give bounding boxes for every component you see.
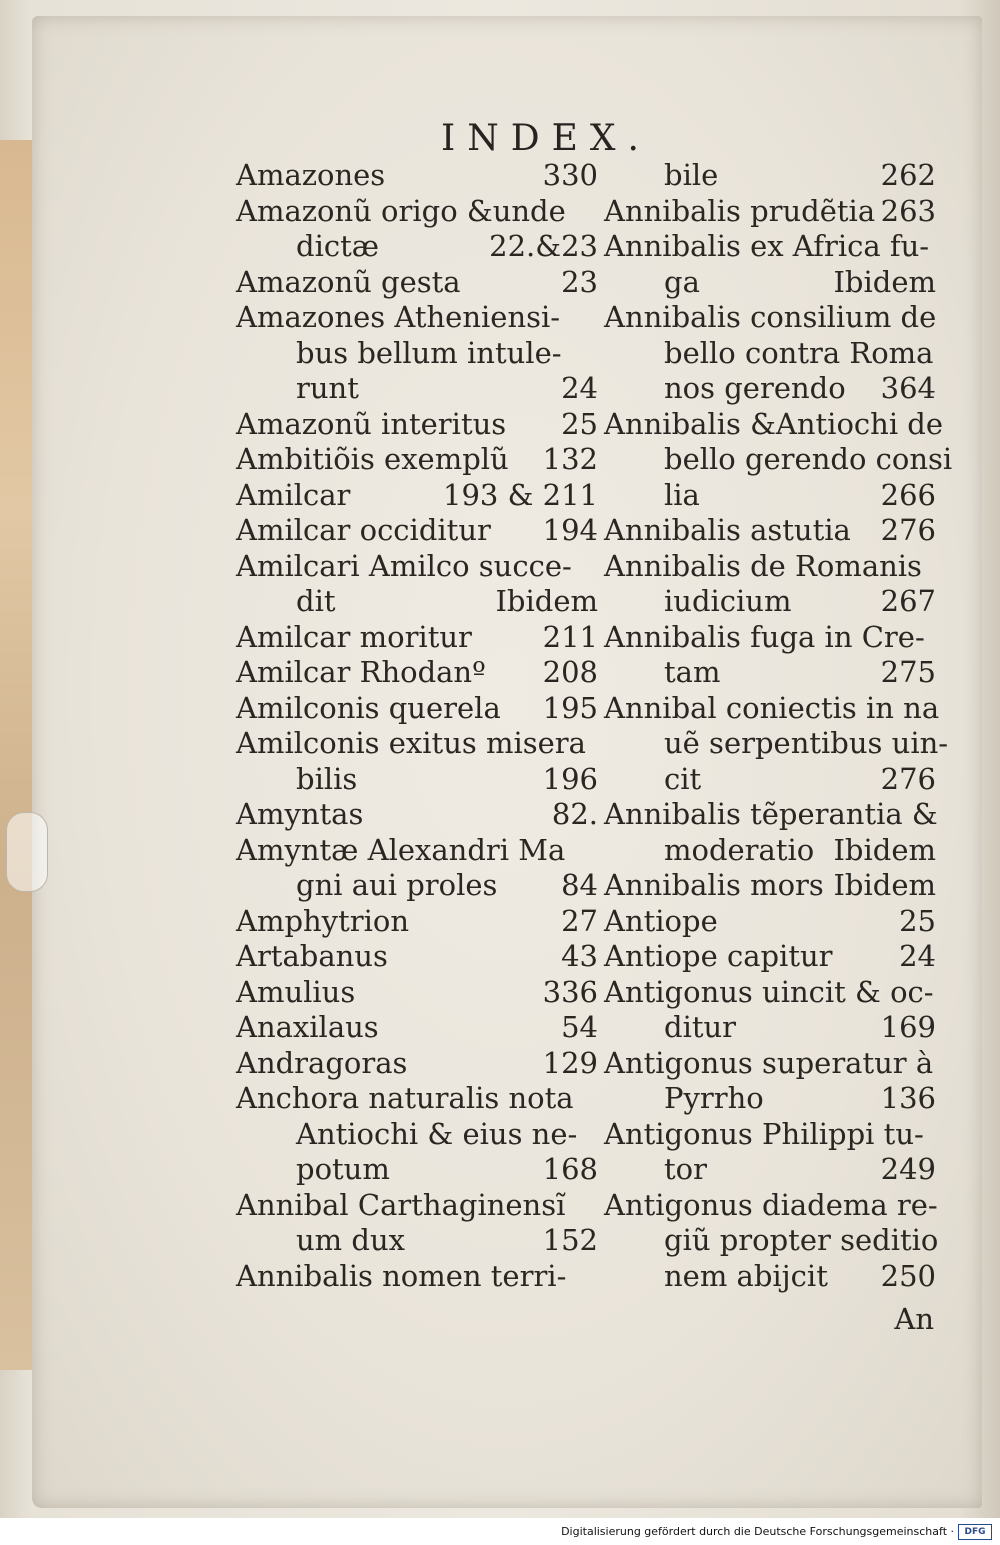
index-page-ref: 211	[542, 619, 598, 654]
index-term: Annibalis mors	[604, 868, 824, 902]
index-entry	[236, 868, 598, 904]
index-term: Annibal Carthaginensĩ	[236, 1187, 566, 1222]
index-term: Ambitiõis exemplũ	[236, 442, 509, 476]
index-page-ref: 208	[542, 655, 598, 689]
index-entry	[236, 336, 598, 372]
index-term: moderatio	[664, 832, 815, 867]
index-page-ref: 23	[561, 264, 598, 299]
index-term: Amilconis exitus misera	[236, 726, 586, 760]
index-entry	[236, 478, 598, 514]
index-page-ref: 194	[542, 513, 598, 547]
index-term: Anaxilaus	[236, 1010, 379, 1044]
index-term: um dux	[296, 1223, 405, 1257]
index-page-ref: 364	[880, 371, 936, 405]
index-entry	[236, 939, 598, 975]
index-entry	[604, 904, 936, 940]
index-entry	[604, 584, 936, 620]
index-term: ditur	[664, 1010, 737, 1044]
index-term: Pyrrho	[664, 1081, 764, 1115]
index-entry	[236, 1152, 598, 1188]
index-entry	[236, 762, 598, 798]
index-page-ref: 193 & 211	[443, 477, 598, 512]
index-term: tor	[664, 1152, 707, 1186]
index-entry	[236, 194, 598, 230]
index-entry	[236, 904, 598, 940]
index-page-ref: 24	[899, 939, 936, 973]
index-page-ref: 152	[542, 1223, 598, 1257]
index-entry	[604, 229, 936, 265]
index-term: Amilcari Amilco succe-	[236, 548, 572, 583]
index-entry	[604, 194, 936, 230]
index-term: Amilconis querela	[236, 690, 501, 725]
index-term: Annibalis de Romanis	[604, 548, 922, 583]
index-page-ref: 84	[561, 868, 598, 902]
index-term: Amazonũ gesta	[236, 264, 461, 299]
index-entry	[604, 406, 944, 443]
index-entry	[236, 975, 598, 1011]
index-term: bilis	[296, 761, 358, 796]
index-term: tam	[664, 655, 721, 689]
index-entry	[604, 336, 936, 372]
index-entry	[604, 1117, 936, 1153]
binding-strip	[0, 140, 34, 1370]
index-entry	[236, 655, 598, 691]
index-entry	[236, 797, 598, 833]
index-entry	[236, 1259, 598, 1295]
index-entry	[604, 1010, 936, 1046]
index-entry	[604, 371, 936, 407]
index-term: Amphytrion	[236, 903, 409, 938]
index-page-ref: 196	[542, 761, 598, 796]
index-entry	[604, 1046, 936, 1082]
index-term: uẽ serpentibus uin-	[664, 726, 949, 760]
index-entry	[236, 691, 598, 727]
index-entry	[236, 1010, 598, 1046]
index-page-ref: 195	[542, 690, 598, 725]
index-term: Annibalis consilium de	[604, 300, 937, 334]
index-page-ref: 129	[542, 1045, 598, 1080]
index-entry	[604, 690, 940, 727]
index-entry	[236, 1223, 598, 1259]
index-page-ref: Ibidem	[833, 264, 936, 299]
index-term: bile	[664, 158, 719, 192]
index-term: Amilcar Rhodanº	[236, 655, 486, 689]
index-entry	[604, 1081, 936, 1117]
index-entry	[604, 1188, 936, 1224]
index-entry	[236, 726, 598, 762]
index-term: nos gerendo	[664, 371, 846, 405]
index-term: Annibalis tẽperantia &	[604, 797, 938, 831]
index-term: Annibalis nomen terri-	[236, 1258, 567, 1293]
index-page-ref: 54	[561, 1010, 598, 1044]
index-entry	[604, 513, 936, 549]
index-entry	[604, 442, 953, 478]
index-entry	[236, 513, 598, 549]
index-page-ref: 267	[880, 584, 936, 618]
index-term: potum	[296, 1152, 390, 1186]
index-page-ref: 276	[880, 761, 936, 796]
index-entry	[604, 726, 949, 762]
index-term: Andragoras	[236, 1045, 408, 1080]
index-page-ref: 24	[561, 371, 598, 405]
index-term: giũ propter seditio	[664, 1223, 939, 1257]
index-term: bello contra Roma	[664, 335, 934, 370]
index-entry	[236, 1081, 598, 1117]
index-entry	[604, 797, 936, 833]
index-page-ref: 136	[880, 1081, 936, 1115]
index-entry	[604, 478, 936, 514]
index-entry	[604, 620, 936, 656]
index-page-ref: 82.	[551, 797, 598, 831]
index-entry	[236, 158, 598, 194]
index-page-ref: 249	[880, 1152, 936, 1186]
index-entry	[604, 975, 936, 1011]
index-term: dictæ	[296, 229, 379, 263]
index-entry	[236, 265, 598, 301]
index-term: dit	[296, 584, 336, 618]
index-page-ref: 266	[880, 477, 936, 512]
index-term: Antigonus superatur à	[604, 1045, 934, 1080]
index-term: Annibalis astutia	[604, 513, 851, 547]
index-term: Amilcar	[236, 477, 351, 512]
index-entry	[604, 300, 936, 336]
index-entry	[236, 407, 598, 443]
index-term: runt	[296, 371, 359, 405]
index-entry	[236, 1046, 598, 1082]
index-term: Annibalis ex Africa fu-	[604, 229, 930, 263]
index-column-right	[604, 158, 953, 1294]
index-entry	[236, 1117, 598, 1153]
index-term: Antigonus uincit & oc-	[604, 974, 934, 1009]
index-page-ref: 275	[880, 655, 936, 689]
index-term: ga	[664, 264, 700, 299]
index-entry	[236, 584, 598, 620]
index-term: lia	[664, 477, 700, 512]
index-page-ref: 336	[542, 974, 598, 1009]
index-term: Amazones	[236, 158, 386, 192]
index-term: Annibalis prudẽtia	[604, 193, 876, 228]
index-page-ref: 250	[880, 1258, 936, 1293]
index-page-ref: 276	[880, 513, 936, 547]
index-entry	[604, 549, 936, 585]
index-entry	[236, 833, 598, 869]
index-page-ref: Ibidem	[833, 832, 936, 867]
index-page-ref: 132	[542, 442, 598, 476]
index-entry	[604, 762, 936, 798]
index-term: Amilcar occiditur	[236, 513, 491, 547]
index-entry	[236, 620, 598, 656]
index-term: Amazonũ interitus	[236, 406, 507, 441]
index-page-ref: Ibidem	[495, 584, 598, 618]
index-term: Annibalis fuga in Cre-	[604, 619, 925, 654]
index-term: cit	[664, 761, 702, 796]
index-entry	[604, 1259, 936, 1295]
index-term: Antigonus diadema re-	[604, 1187, 938, 1222]
index-entry	[236, 229, 598, 265]
index-term: Amyntæ Alexandri Ma	[236, 832, 566, 867]
index-page-ref: 27	[561, 903, 598, 938]
index-entry	[236, 371, 598, 407]
index-entry	[236, 300, 598, 336]
index-term: bello gerendo consi	[664, 442, 953, 476]
page-clip	[6, 812, 48, 892]
index-term: gni aui proles	[296, 868, 498, 902]
index-term: Artabanus	[236, 939, 388, 973]
index-page-ref: 262	[880, 158, 936, 192]
index-page-ref: 263	[880, 193, 936, 228]
index-page-ref: 168	[542, 1152, 598, 1186]
dfg-logo: DFG	[958, 1524, 992, 1540]
index-term: Amazonũ origo &unde	[236, 193, 566, 228]
index-term: Amulius	[236, 974, 356, 1009]
page-title: INDEX.	[441, 118, 651, 159]
index-entry	[236, 442, 598, 478]
footer	[0, 1518, 1000, 1545]
index-page-ref: 25	[561, 406, 598, 441]
index-entry	[236, 1188, 598, 1224]
index-entry	[236, 549, 598, 585]
index-entry	[604, 1152, 936, 1188]
index-page-ref: 22.&23	[489, 229, 598, 263]
index-term: Anchora naturalis nota	[236, 1081, 574, 1115]
index-term: Antiope	[604, 903, 718, 938]
index-term: Antiochi & eius ne-	[296, 1116, 578, 1151]
index-term: Annibalis &Antiochi de	[604, 406, 944, 441]
index-page-ref: Ibidem	[833, 868, 936, 902]
index-page-ref: 43	[561, 939, 598, 973]
index-term: Amazones Atheniensi-	[236, 300, 561, 334]
index-term: Amilcar moritur	[236, 619, 472, 654]
index-term: Amyntas	[236, 797, 364, 831]
index-page-ref: 330	[542, 158, 598, 192]
index-entry	[604, 833, 936, 869]
index-entry	[604, 868, 936, 904]
index-term: Antigonus Philippi tu-	[604, 1116, 924, 1151]
footer-credit: Digitalisierung gefördert durch die Deutsche Forschungsgemeinschaft ·	[561, 1525, 954, 1538]
index-entry	[604, 655, 936, 691]
index-page-ref: 25	[899, 903, 936, 938]
index-term: nem abijcit	[664, 1258, 828, 1293]
index-term: Annibal coniectis in na	[604, 690, 940, 725]
index-term: iudicium	[664, 584, 792, 618]
index-page-ref: 169	[880, 1010, 936, 1044]
index-entry	[604, 265, 936, 301]
catchword: An	[894, 1302, 934, 1336]
index-term: bus bellum intule-	[296, 335, 562, 370]
index-entry	[604, 1223, 939, 1259]
index-entry	[604, 158, 936, 194]
index-column-left	[236, 158, 598, 1294]
index-entry	[604, 939, 936, 975]
index-term: Antiope capitur	[604, 939, 833, 973]
